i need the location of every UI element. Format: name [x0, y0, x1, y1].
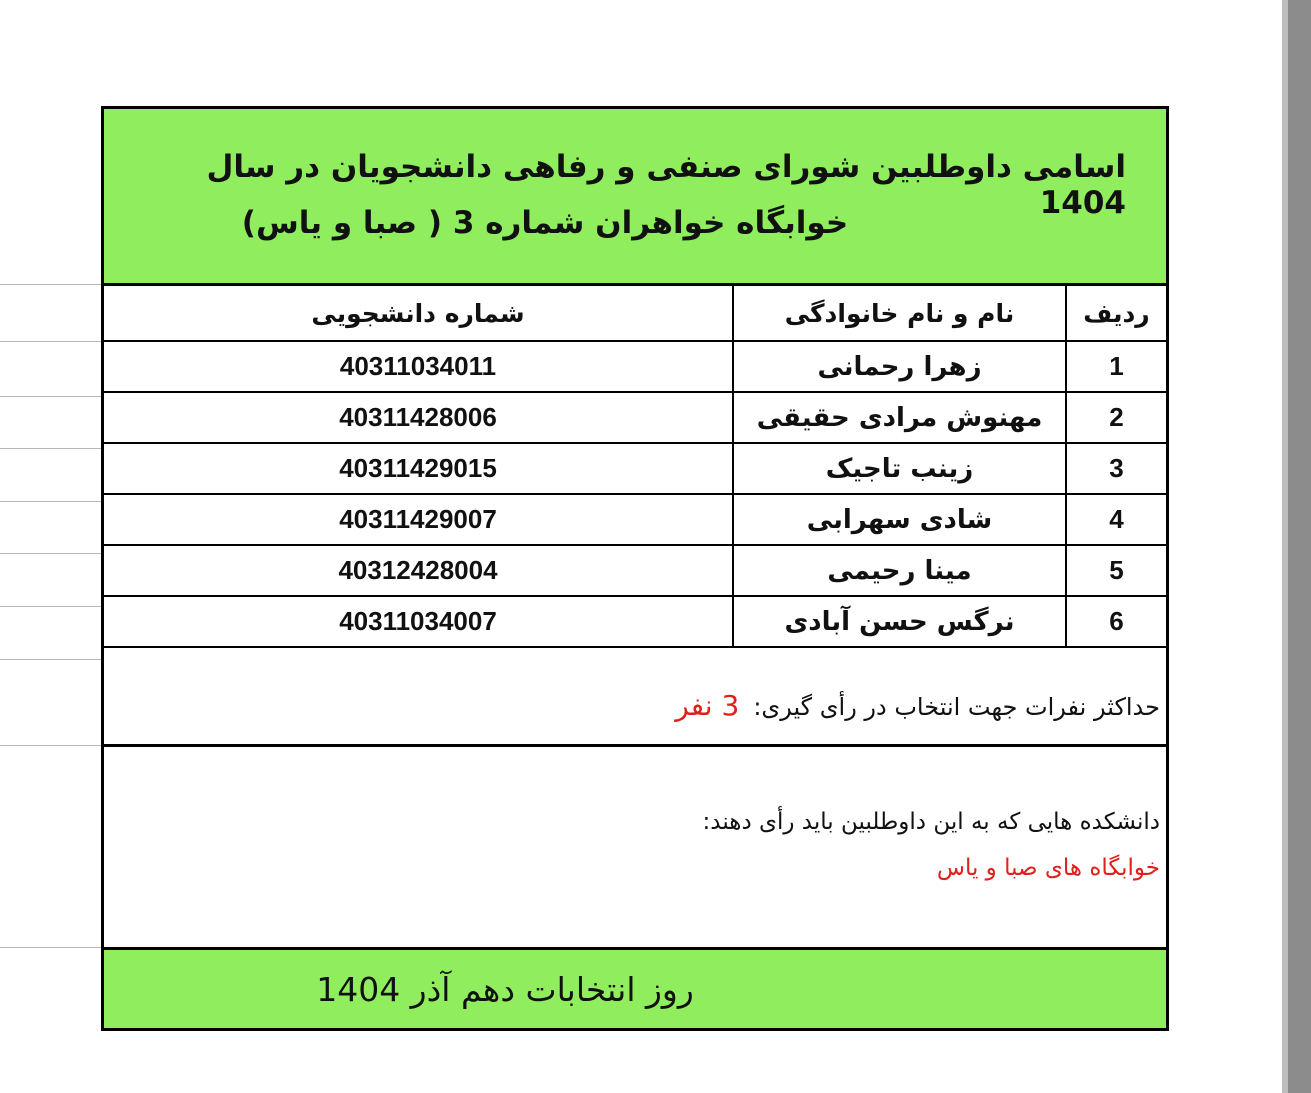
header-index: ردیف	[1066, 286, 1166, 341]
max-selection-box	[104, 661, 1166, 747]
row-index: 2	[1066, 392, 1166, 443]
row-index: 6	[1066, 596, 1166, 647]
candidates-sheet	[101, 106, 1169, 1031]
sheet-gridline	[0, 606, 103, 607]
sheet-gridline	[0, 284, 103, 285]
header-name: نام و نام خانوادگی	[733, 286, 1066, 341]
row-name: زهرا رحمانی	[733, 341, 1066, 392]
sheet-gridline	[0, 745, 103, 746]
row-index: 5	[1066, 545, 1166, 596]
table-row	[104, 545, 1166, 596]
footer-banner	[104, 950, 1166, 1028]
title-line-1: اسامی داوطلبین شورای صنفی و رفاهی دانشجویان در سال 1404	[206, 149, 1126, 221]
table-header-row	[104, 286, 1166, 341]
table-row	[104, 443, 1166, 494]
max-selection-text	[675, 689, 1160, 722]
header-student-id: شماره دانشجویی	[104, 286, 733, 341]
row-index: 1	[1066, 341, 1166, 392]
row-name: شادی سهرابی	[733, 494, 1066, 545]
election-date: روز انتخابات دهم آذر 1404	[316, 970, 694, 1009]
table-row	[104, 392, 1166, 443]
max-selection-label: حداکثر نفرات جهت انتخاب در رأی گیری:	[753, 693, 1160, 721]
row-name: مینا رحیمی	[733, 545, 1066, 596]
row-name: نرگس حسن آبادی	[733, 596, 1066, 647]
scrollbar-track[interactable]	[1288, 0, 1311, 1093]
row-student-id: 40312428004	[104, 545, 733, 596]
faculties-value: خوابگاه های صبا و یاس	[936, 855, 1160, 881]
row-student-id: 40311429007	[104, 494, 733, 545]
row-student-id: 40311429015	[104, 443, 733, 494]
sheet-gridline	[0, 341, 103, 342]
candidates-table	[104, 286, 1166, 648]
title-line-2: خوابگاه خواهران شماره 3 ( صبا و یاس)	[241, 205, 849, 241]
row-name: زینب تاجیک	[733, 443, 1066, 494]
sheet-gridline	[0, 448, 103, 449]
row-student-id: 40311034007	[104, 596, 733, 647]
max-selection-value: 3 نفر	[675, 689, 740, 722]
title-banner	[104, 109, 1166, 286]
table-row	[104, 494, 1166, 545]
sheet-gridline	[0, 501, 103, 502]
faculties-label: دانشکده هایی که به این داوطلبین باید رأی دهند:	[702, 809, 1160, 835]
sheet-gridline	[0, 553, 103, 554]
row-student-id: 40311428006	[104, 392, 733, 443]
sheet-gridline	[0, 659, 103, 660]
table-row	[104, 341, 1166, 392]
sheet-gridline	[0, 947, 103, 948]
row-index: 3	[1066, 443, 1166, 494]
row-index: 4	[1066, 494, 1166, 545]
table-row	[104, 596, 1166, 647]
row-name: مهنوش مرادی حقیقی	[733, 392, 1066, 443]
sheet-gridline	[0, 396, 103, 397]
row-student-id: 40311034011	[104, 341, 733, 392]
faculties-box	[104, 747, 1166, 950]
